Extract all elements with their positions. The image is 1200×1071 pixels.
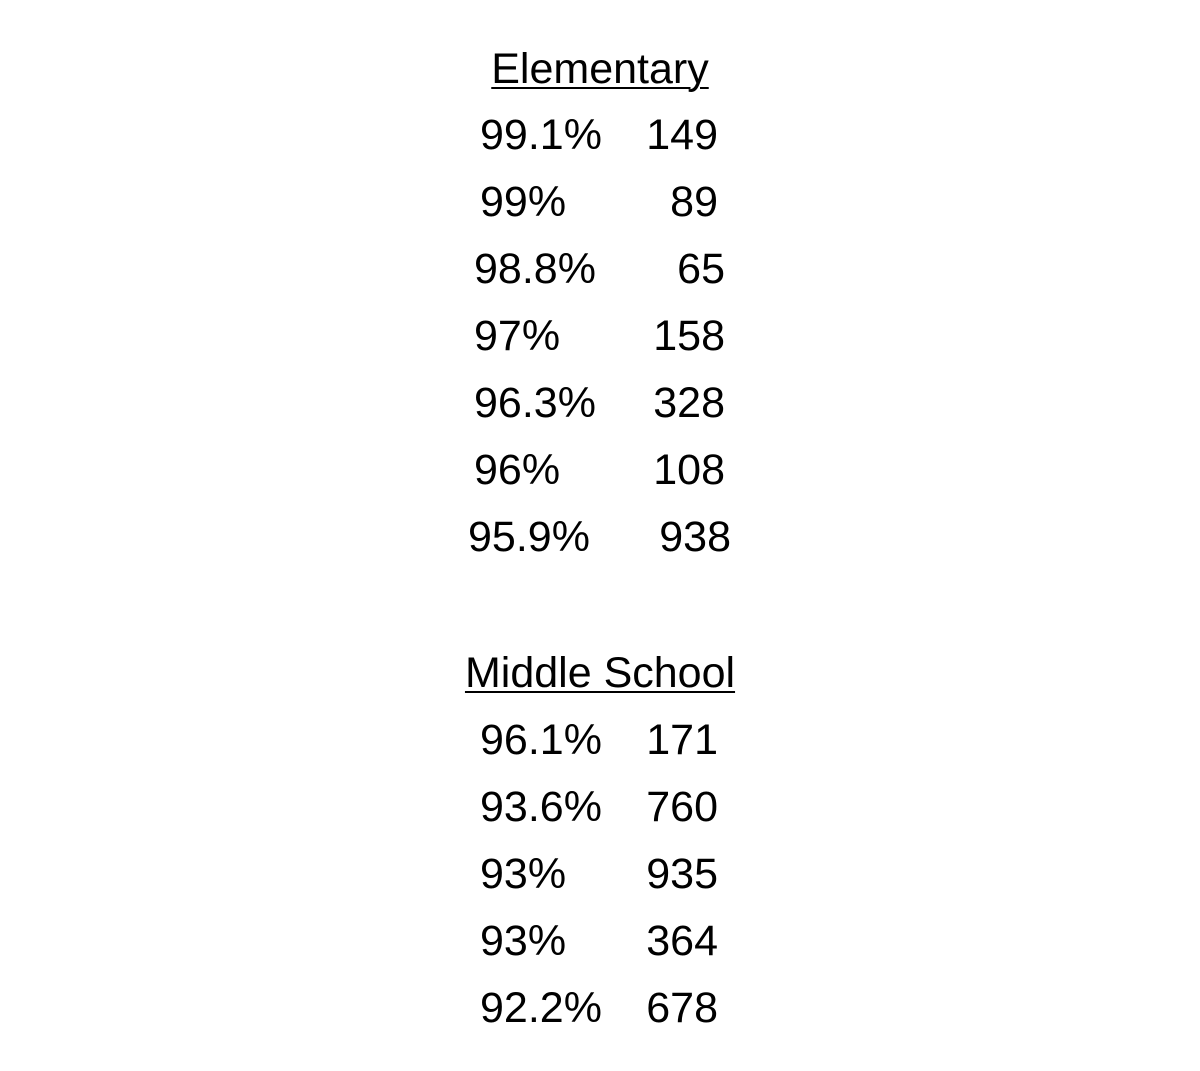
- count-value: 760: [646, 783, 718, 831]
- count-value: 364: [646, 917, 718, 965]
- count-value: 171: [646, 716, 718, 764]
- count-value: 938: [659, 513, 731, 561]
- percent-value: 93%: [480, 917, 567, 965]
- percent-value: 93%: [480, 850, 567, 898]
- percent-value: 95.9%: [468, 513, 590, 561]
- count-value: 108: [653, 446, 725, 494]
- section-title: Middle School: [464, 649, 736, 697]
- percent-value: 96.1%: [480, 716, 602, 764]
- count-value: 935: [646, 850, 718, 898]
- percent-value: 92.2%: [480, 984, 602, 1032]
- count-value: 328: [653, 379, 725, 427]
- percent-value: 99%: [480, 178, 567, 226]
- percent-value: 96.3%: [474, 379, 596, 427]
- percent-value: 96%: [474, 446, 561, 494]
- count-value: 149: [646, 111, 718, 159]
- percent-value: 93.6%: [480, 783, 602, 831]
- count-value: 678: [646, 984, 718, 1032]
- count-value: 158: [653, 312, 725, 360]
- section-title: Elementary: [491, 45, 709, 93]
- percent-value: 97%: [474, 312, 561, 360]
- count-value: 65: [677, 245, 725, 293]
- count-value: 89: [670, 178, 718, 226]
- percent-value: 99.1%: [480, 111, 602, 159]
- percent-value: 98.8%: [474, 245, 596, 293]
